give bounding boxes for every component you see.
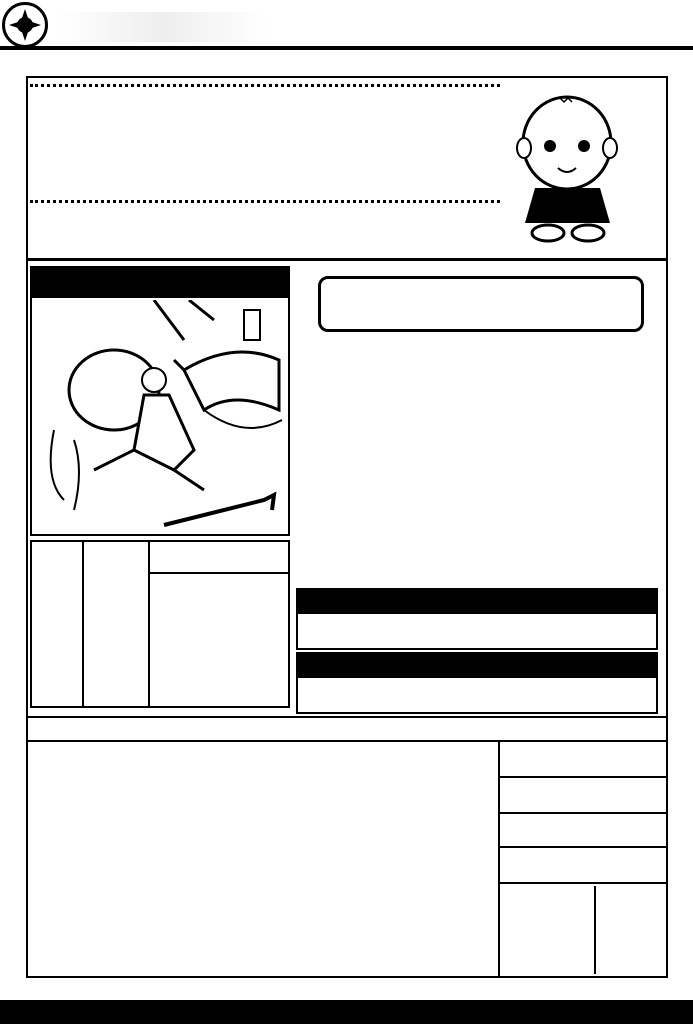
- header-rule: [0, 46, 693, 50]
- masthead-ornament-bottom: [30, 190, 500, 203]
- masthead-divider: [26, 258, 668, 261]
- treasure-map-illustration: [34, 300, 286, 532]
- logo-icon: [2, 2, 48, 48]
- header-blur-block: [58, 12, 268, 42]
- right-col-rule-2: [500, 812, 668, 814]
- prediction-table-2-header-bg: [298, 654, 656, 678]
- masthead-ornament-top: [30, 84, 500, 97]
- right-col-rule-4: [500, 882, 668, 884]
- picture-panel-title: [32, 268, 288, 298]
- prediction-table-1-header-bg: [298, 590, 656, 614]
- tianji-divider: [148, 540, 150, 708]
- monk-illustration: [510, 88, 625, 248]
- results-row: [26, 716, 668, 742]
- immortal-divider: [82, 540, 84, 708]
- footer-bar: [0, 1000, 693, 1024]
- right-col-r5-note-rule: [594, 886, 596, 974]
- tianji-title-rule: [150, 572, 290, 574]
- right-col-rule-3: [500, 846, 668, 848]
- right-col-rule-1: [500, 776, 668, 778]
- immortal-panel: [30, 540, 290, 708]
- zodiac-panel-title: [324, 282, 638, 326]
